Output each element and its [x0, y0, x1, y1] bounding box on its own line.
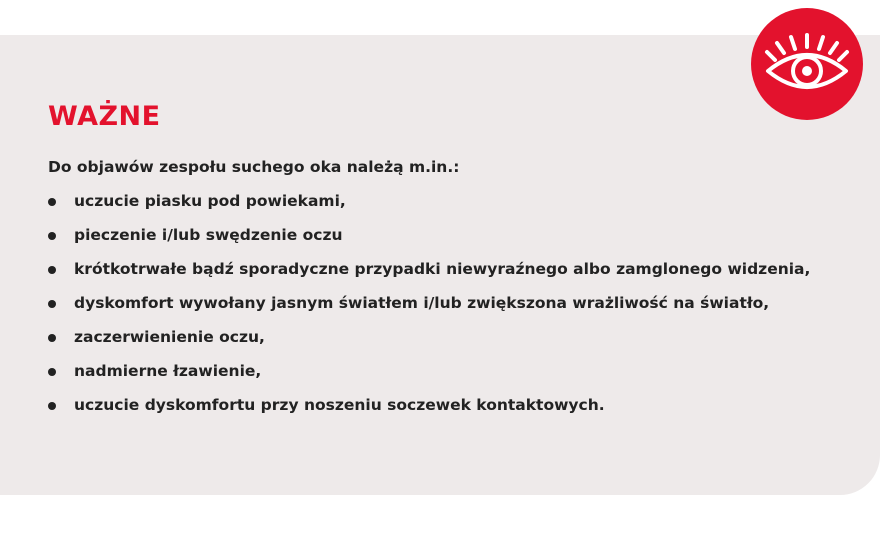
- list-item-text: uczucie dyskomfortu przy noszeniu soczewek kontaktowych.: [74, 396, 605, 414]
- eye-icon: [762, 29, 852, 99]
- bullet-icon: [48, 368, 56, 376]
- list-item: [48, 326, 810, 360]
- list-item: [48, 258, 810, 292]
- list-item-text: krótkotrwałe bądź sporadyczne przypadki niewyraźnego albo zamglonego widzenia,: [74, 260, 811, 278]
- bullet-icon: [48, 266, 56, 274]
- bullet-icon: [48, 232, 56, 240]
- page-title: WAŻNE: [48, 101, 161, 132]
- list-item-text: pieczenie i/lub swędzenie oczu: [74, 226, 343, 244]
- bullet-icon: [48, 334, 56, 342]
- eye-badge: [751, 8, 863, 120]
- list-item: [48, 394, 810, 428]
- bullet-icon: [48, 198, 56, 206]
- list-item: [48, 224, 810, 258]
- bullet-icon: [48, 300, 56, 308]
- list-item-text: nadmierne łzawienie,: [74, 362, 262, 380]
- list-item-text: dyskomfort wywołany jasnym światłem i/lub zwiększona wrażliwość na światło,: [74, 294, 770, 312]
- bullet-icon: [48, 402, 56, 410]
- list-item-text: uczucie piasku pod powiekami,: [74, 192, 346, 210]
- list-item: [48, 190, 810, 224]
- list-item-text: zaczerwienienie oczu,: [74, 328, 265, 346]
- symptom-list: [48, 190, 810, 428]
- list-item: [48, 360, 810, 394]
- list-item: [48, 292, 810, 326]
- intro-text: Do objawów zespołu suchego oka należą m.in.:: [48, 158, 460, 176]
